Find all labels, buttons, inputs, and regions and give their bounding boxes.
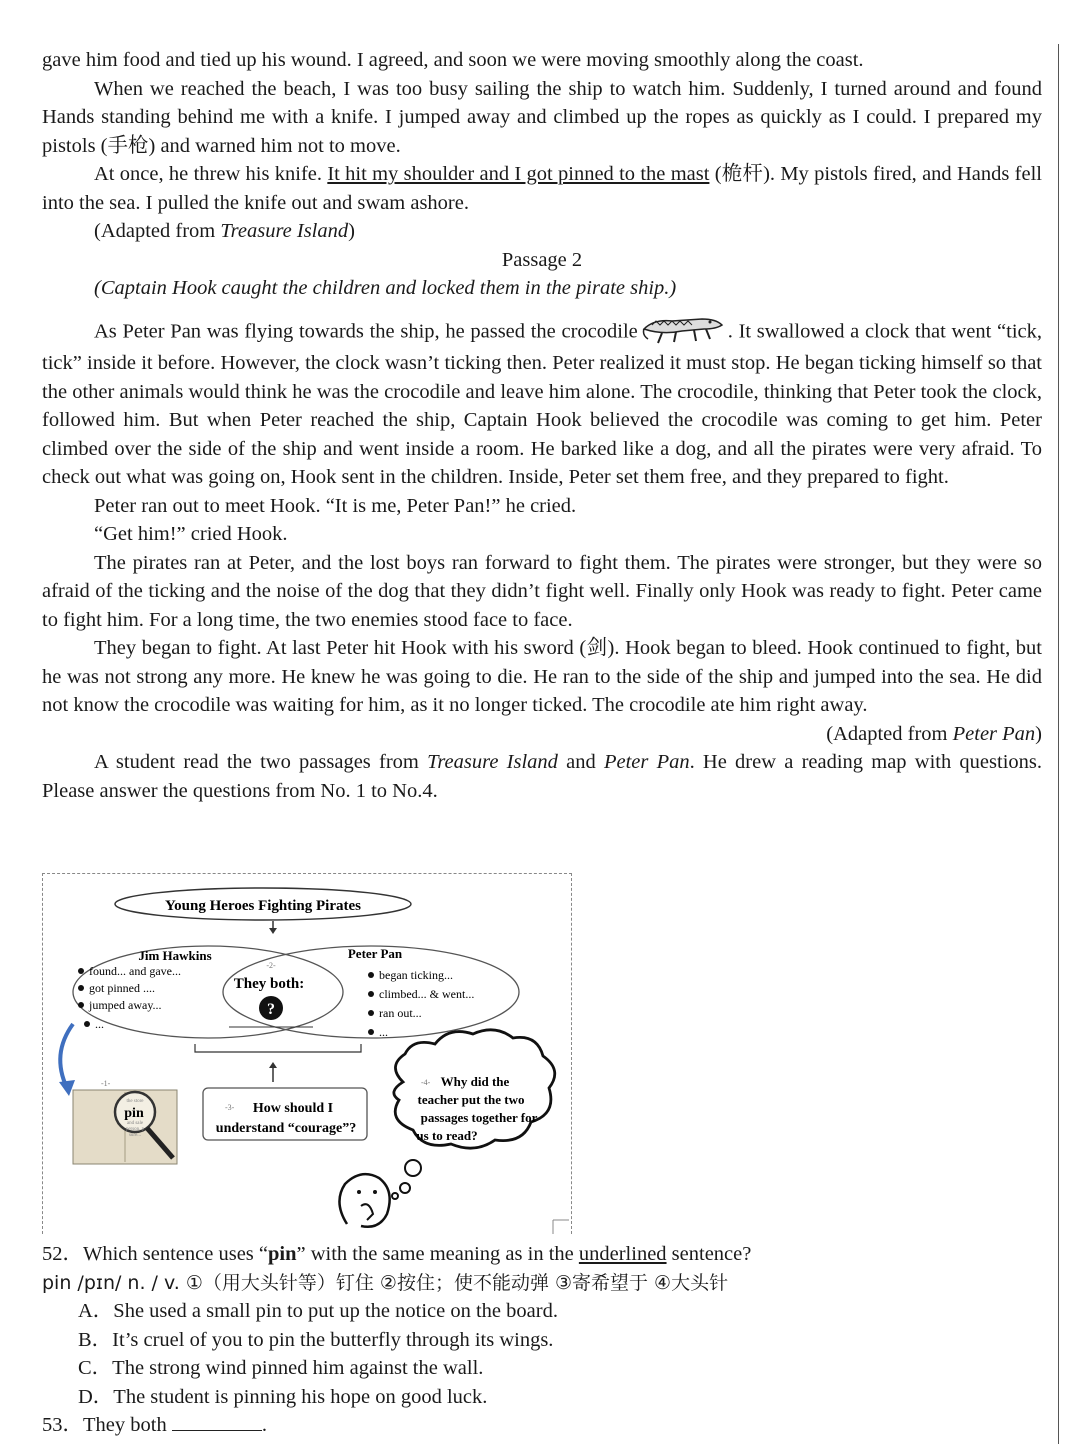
option-b[interactable]: B．It’s cruel of you to pin the butterfly through its wings.	[78, 1328, 554, 1351]
map-title: Young Heroes Fighting Pirates	[165, 898, 361, 914]
q53-text: They both	[83, 1414, 172, 1436]
jim-label: Jim Hawkins	[138, 948, 212, 963]
q52-stem	[42, 1240, 1042, 1269]
intro-text: (Captain Hook caught the children and locked them in the pirate ship.)	[94, 277, 677, 299]
why-line-3: passages together for	[420, 1110, 538, 1125]
underlined-sentence: It hit my shoulder and I got pinned to the mast	[327, 163, 710, 185]
peter-item: ...	[379, 1025, 388, 1039]
q52-number: 52．	[42, 1243, 83, 1265]
peter-item: began ticking...	[379, 968, 453, 982]
option-d[interactable]: D．The student is pinning his hope on good luck.	[78, 1385, 488, 1408]
source-prefix: (Adapted from	[94, 220, 221, 242]
jim-items	[78, 964, 181, 1031]
q52-text-a: Which sentence uses “	[83, 1243, 268, 1265]
instr-title-1: Treasure Island	[427, 751, 558, 773]
passage-1-source	[42, 217, 1042, 246]
source-suffix: )	[348, 220, 355, 242]
passage-2-heading: Passage 2	[501, 248, 583, 271]
passage-2	[42, 317, 1042, 805]
dict-small-1: the store	[126, 1099, 144, 1104]
jim-item: jumped away...	[89, 998, 162, 1012]
passage-1-para-3	[42, 160, 1042, 217]
center-label: They both:	[233, 976, 305, 992]
courage-number: -3-	[225, 1103, 235, 1112]
passage-1-line-1: gave him food and tied up his wound. I agreed, and soon we were moving smoothly along the coast.	[42, 49, 864, 71]
q52-text-c: sentence?	[666, 1243, 752, 1265]
instr-c: . He drew a reading map with questions. Please answer the questions from No. 1 to No.4.	[42, 751, 1042, 802]
instr-a: A student read the two passages from	[94, 751, 428, 773]
center-mark: ?	[267, 1001, 275, 1018]
option-a[interactable]: A．She used a small pin to put up the notice on the board.	[78, 1300, 558, 1322]
passage-2-source	[42, 720, 1042, 749]
passage-2-para-4: The pirates ran at Peter, and the lost boys ran forward to fight them. The pirates were stronger, but they were so afraid of the ticking and the noise of the dog that they didn’t fight well. Finally only Hook was ready to fight. Peter came to fight him. For a long time, the two enemies stood face to face.	[42, 551, 1042, 631]
dict-number: -1-	[101, 1079, 111, 1088]
question-52	[42, 1240, 1042, 1440]
why-line-2: teacher put the two	[417, 1092, 525, 1107]
instructions	[42, 748, 1042, 805]
courage-line-1: How should I	[252, 1101, 334, 1116]
peter-item: climbed... & went...	[379, 987, 475, 1001]
passage-2-para-5: They began to fight. At last Peter hit Hook with his sword (剑). Hook began to bleed. Hook continued to fight, but he was not strong any more. He knew he was going to die. He ran to the side of the ship and jumped into the sea. He did not know the crocodile was waiting for him, as it no longer ticked. The crocodile ate him right away.	[42, 637, 1042, 716]
jim-item: ...	[95, 1017, 104, 1031]
question-53	[42, 1411, 1042, 1440]
thinking-face-icon	[339, 1174, 389, 1227]
para-1-end: . It swallowed a clock that went “tick, tick” inside it before. However, the clock wasn’t ticking then. Peter realized it must stop. He began ticking himself so that the other animals would think he was the crocodile and leave him alone. The crocodile, thinking that Peter took the clock, followed him. But when Peter reached the ship, Captain Hook believed the crocodile was coming to get him. Peter climbed over the side of the ship and went inside a room. He barked like a dog, and all the pirates were very afraid. To check out what was going on, Hook sent in the children. Inside, Peter set them free, and they prepared to fight.	[42, 320, 1043, 488]
dict-small-3: person, p	[125, 1127, 145, 1132]
source-title: Treasure Island	[220, 220, 349, 242]
para-3-end: (桅杆). My pistols fired, and Hands fell into the sea. I pulled the knife out and swam ashore.	[42, 163, 1042, 214]
jim-item: got pinned ....	[89, 981, 155, 995]
passage-2-intro	[42, 274, 1042, 303]
courage-line-2: understand “courage”?	[215, 1121, 357, 1136]
passage-1-para-2: When we reached the beach, I was too busy sailing the ship to watch him. Suddenly, I turned around and found Hands standing behind me with a knife. I jumped away and climbed up the ropes as quickly as I could. I prepared my pistols (手枪) and warned him not to move.	[42, 77, 1042, 157]
margin-rule	[1058, 44, 1059, 1444]
passage-2-para-1	[42, 317, 1042, 492]
q52-underlined-word: underlined	[578, 1243, 667, 1265]
source-prefix-2: (Adapted from	[826, 722, 953, 745]
para-1-start: As Peter Pan was flying towards the ship, he passed the crocodile	[94, 320, 638, 343]
answer-blank[interactable]	[172, 1412, 262, 1431]
crocodile-icon	[642, 309, 724, 349]
option-c[interactable]: C．The strong wind pinned him against the wall.	[78, 1357, 484, 1379]
q52-bold-word: pin	[268, 1243, 297, 1265]
passage-1	[42, 46, 1042, 303]
why-number: -4-	[421, 1078, 431, 1087]
center-number: -2-	[266, 961, 276, 970]
source-suffix-2: )	[1035, 722, 1042, 745]
source-title-2: Peter Pan	[952, 722, 1036, 745]
passage-2-para-3: “Get him!” cried Hook.	[94, 523, 288, 545]
q53-number: 53．	[42, 1414, 83, 1436]
instr-b: and	[557, 751, 604, 773]
dict-word: pin	[124, 1106, 144, 1121]
why-line-1: Why did the	[440, 1074, 510, 1089]
reading-map-diagram	[43, 874, 571, 1234]
peter-items	[368, 968, 474, 1039]
why-line-4: us to read?	[416, 1128, 478, 1143]
dictionary-entry: pin /pɪn/ n. / v. ①（用大头针等）钉住 ②按住；使不能动弹 ③寄希望于 ④大头针	[42, 1271, 729, 1294]
peter-label: Peter Pan	[347, 946, 403, 961]
passage-2-para-2: Peter ran out to meet Hook. “It is me, Peter Pan!” he cried.	[94, 494, 577, 517]
peter-item: ran out...	[379, 1006, 422, 1020]
para-3-start: At once, he threw his knife.	[94, 163, 328, 185]
blue-arrow	[60, 1024, 73, 1088]
jim-item: found... and gave...	[89, 964, 181, 978]
q52-text-b: ” with the same meaning as in the	[296, 1243, 579, 1265]
instr-title-2: Peter Pan	[603, 751, 690, 773]
dict-small-2: and sale	[126, 1121, 144, 1126]
reading-map	[42, 873, 572, 1234]
q53-end: .	[261, 1414, 267, 1436]
dict-small-4: sure...	[128, 1133, 142, 1138]
